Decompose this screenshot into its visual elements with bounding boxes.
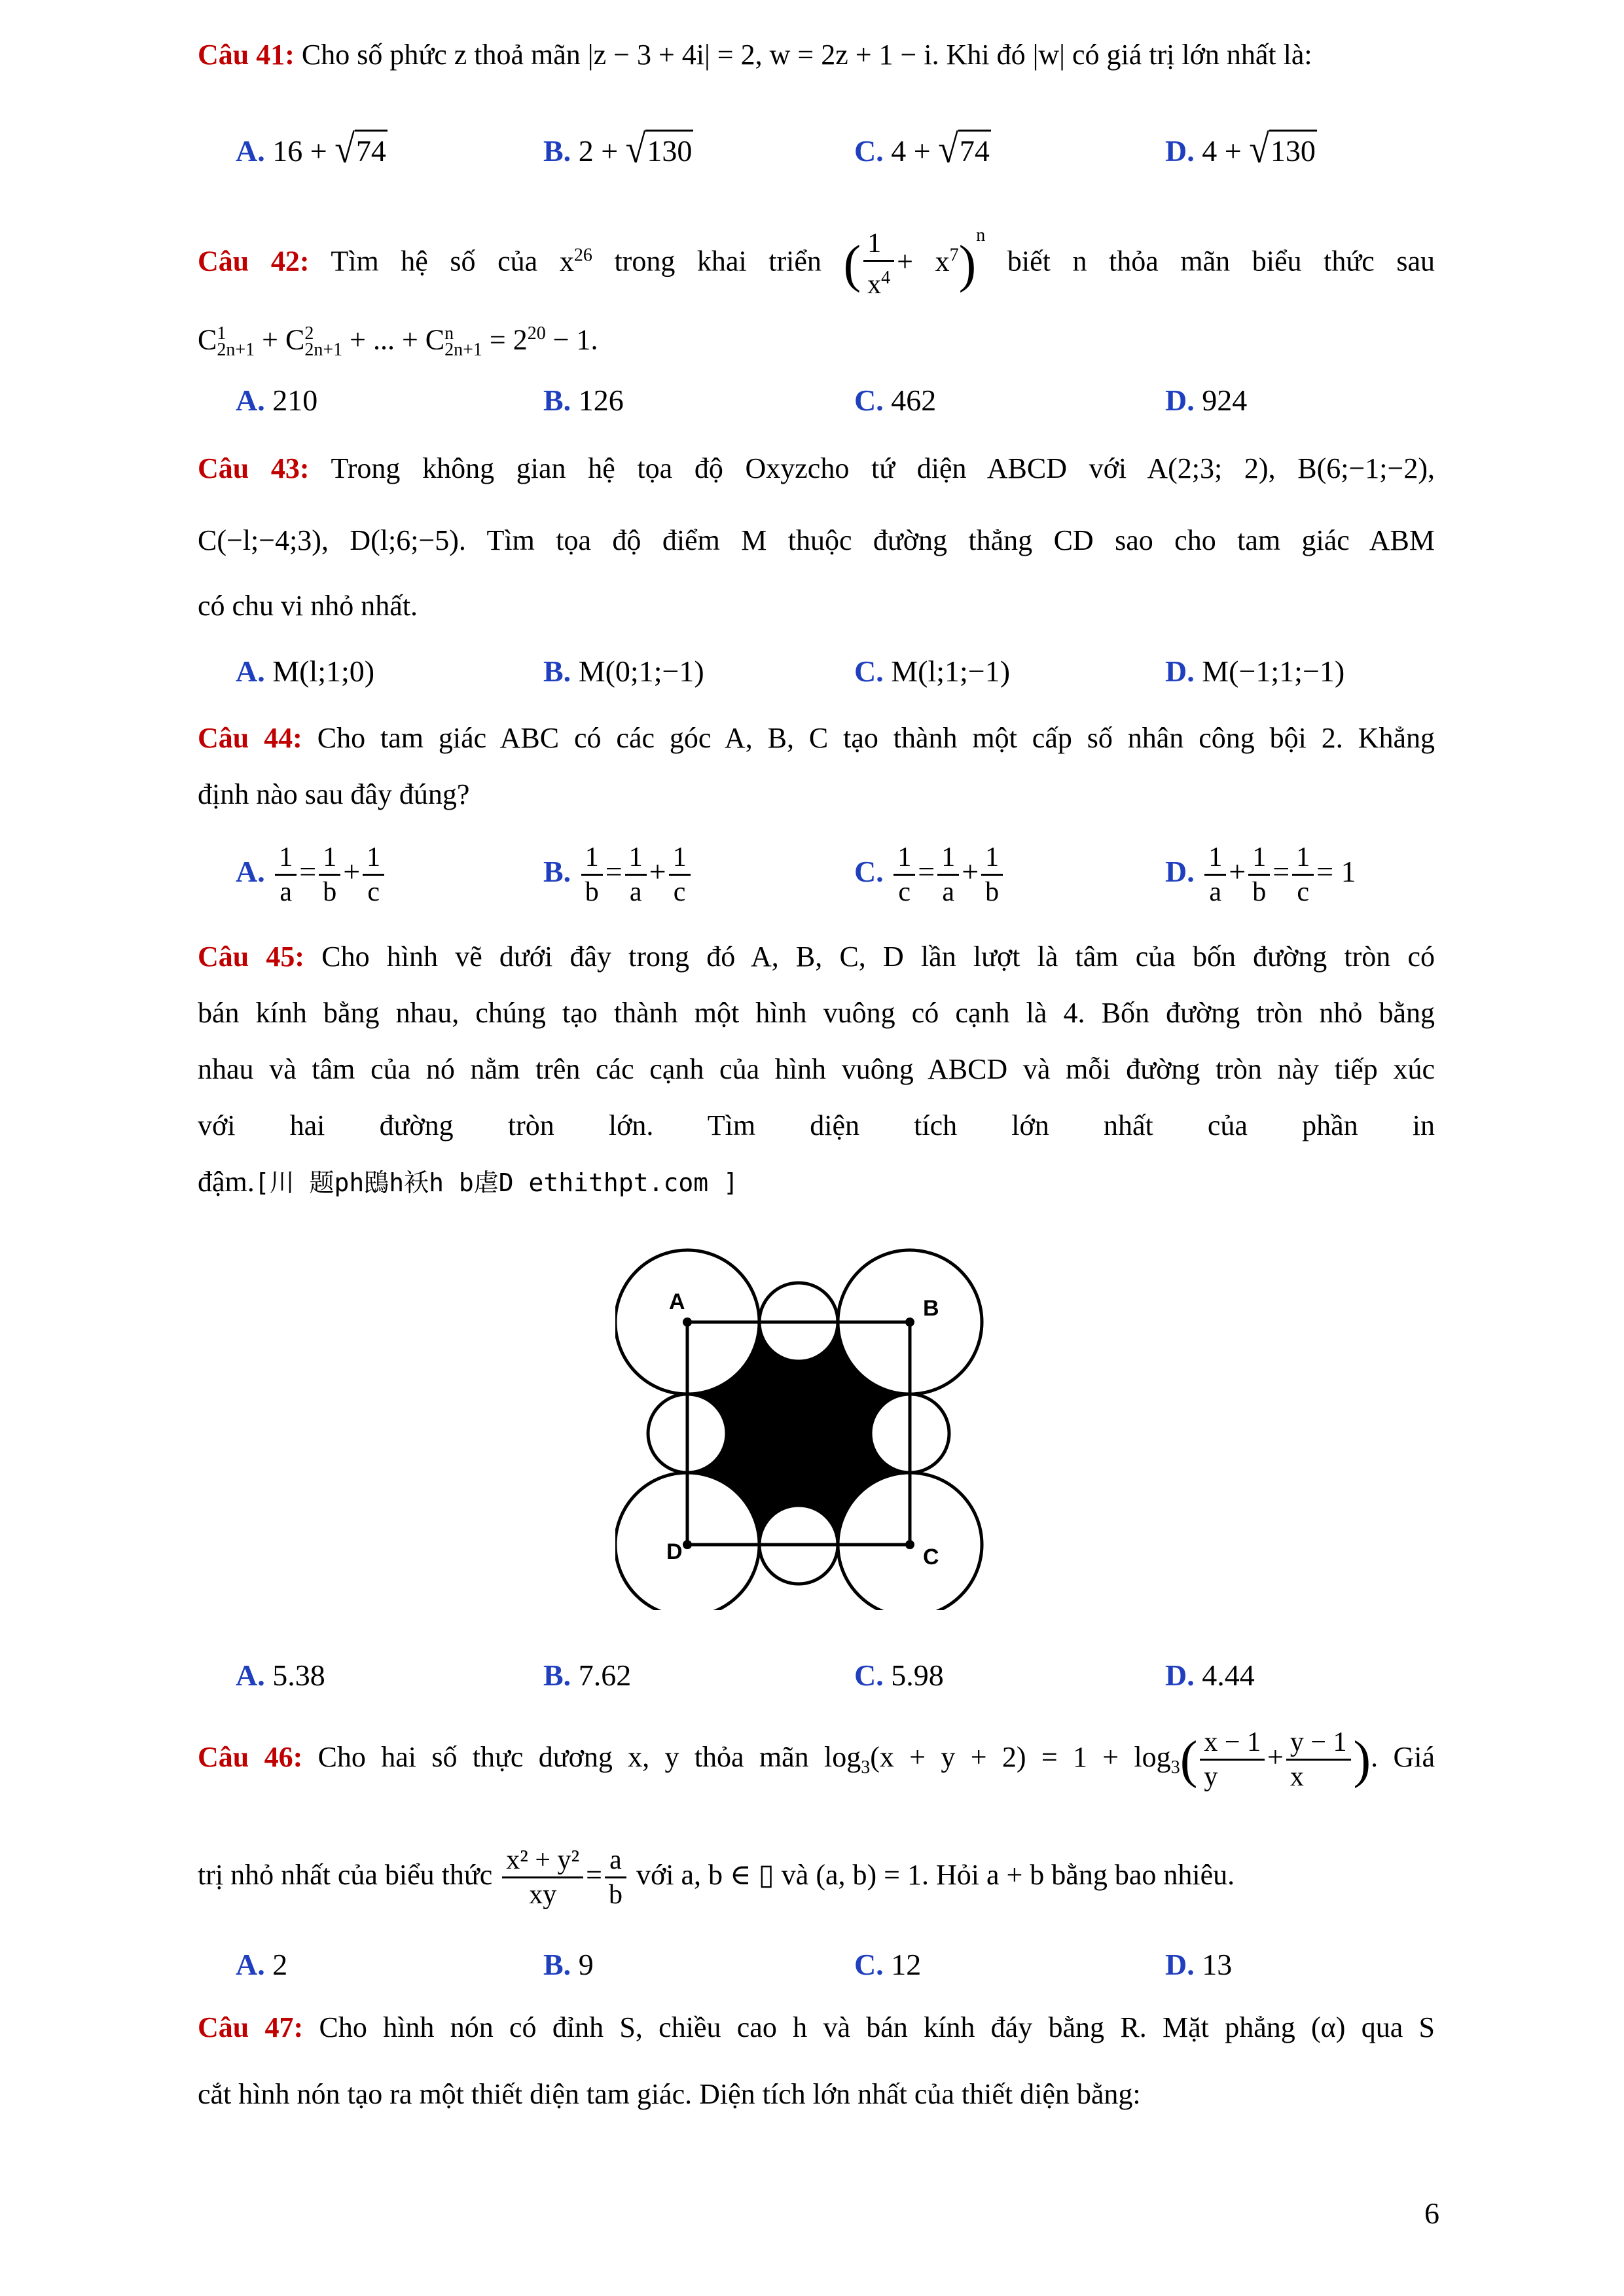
q46-line2 (198, 1833, 1435, 1918)
watermark-text: [川 题ph鴖h袄h b虐D ethithpt.com ] (254, 1168, 738, 1197)
option-label: D. (1165, 655, 1195, 688)
q41-option-b[interactable] (543, 126, 693, 172)
den: a (629, 876, 642, 907)
c2-sup: 2 (304, 323, 314, 344)
option-pre: 4 + (891, 134, 939, 168)
q44-line2: định nào sau đây đúng? (198, 778, 470, 810)
q46-text-b: . Giá (1371, 1741, 1435, 1773)
q43-option-a[interactable] (236, 652, 374, 691)
option-value: 5.98 (891, 1659, 944, 1692)
q41-option-a[interactable] (236, 126, 388, 172)
q41-option-d[interactable] (1165, 126, 1317, 172)
q45-text-end: đậm. (198, 1166, 255, 1198)
option-value: 12 (891, 1948, 922, 1981)
option-value: 7.62 (578, 1659, 632, 1692)
cn-term: + ... + C (350, 323, 445, 356)
option-value: 5.38 (272, 1659, 325, 1692)
q45-line1 (198, 937, 1435, 977)
shaded-region (687, 1322, 910, 1545)
option-label: C. (854, 134, 884, 168)
q47-text: Cho hình nón có đỉnh S, chiều cao h và bán kính đáy bằng R. Mặt phẳng (α) qua S (319, 2011, 1435, 2043)
q45-text: Cho hình vẽ dưới đây trong đó A, B, C, D lần lượt là tâm của bốn đường tròn có (321, 941, 1435, 973)
q46-text: Cho hai số thực dương x, y thỏa mãn (317, 1741, 809, 1773)
num: a (605, 1844, 626, 1878)
num: 1 (625, 841, 647, 876)
den: a (942, 876, 955, 907)
q43-option-b[interactable] (543, 652, 704, 691)
cn-sub: 2n+1 (444, 340, 482, 361)
option-label: B. (543, 855, 571, 888)
c-sup: 1 (217, 323, 226, 344)
label-d: D (666, 1539, 683, 1564)
q41-text-b: Khi đó (946, 39, 1026, 71)
log-base: 3 (861, 1757, 871, 1778)
q42-expansion: ( $\frac{1}{x^4}$ + $x^7)^n$ (843, 225, 986, 300)
q44-label: Câu 44: (198, 722, 302, 754)
option-label: D. (1165, 1659, 1195, 1692)
radicand: 130 (645, 130, 693, 171)
option-pre: 16 + (272, 134, 335, 168)
option-label: A. (236, 1948, 265, 1981)
option-label: D. (1165, 134, 1195, 168)
option-pre: 4 + (1202, 134, 1250, 168)
plus-x: + x (897, 245, 950, 278)
sqrt-icon: √ (334, 126, 355, 172)
pow-sup: 20 (527, 323, 546, 344)
option-value: 126 (578, 384, 624, 417)
den: y (1204, 1762, 1218, 1793)
q42-condition (198, 314, 1435, 370)
option-label: A. (236, 1659, 265, 1692)
q47-label: Câu 47: (198, 2011, 304, 2043)
option-value: 9 (578, 1948, 594, 1981)
q42-option-d[interactable] (1165, 381, 1247, 420)
num: 1 (1204, 841, 1226, 876)
num: x² + y² (502, 1844, 583, 1878)
q43-line1 (198, 449, 1435, 488)
q44-option-a[interactable]: A. $\frac{1}{a}$ = $\frac{1}{b}$ + $\frac{1}{c}$ (236, 833, 387, 911)
q42-option-a[interactable] (236, 381, 317, 420)
num: 1 (1248, 841, 1270, 876)
den: a (280, 876, 293, 907)
label-a: A (669, 1289, 685, 1314)
num: y − 1 (1286, 1726, 1351, 1761)
option-value: M(l;1;−1) (891, 655, 1011, 688)
c2-sub: 2n+1 (304, 340, 343, 361)
q42-text: Tìm hệ số của (331, 245, 538, 278)
option-value: 210 (272, 384, 318, 417)
den: b (985, 876, 1000, 907)
q45-option-b[interactable] (543, 1656, 631, 1695)
den: b (608, 1880, 623, 1910)
den: b (585, 876, 599, 907)
den: c (1297, 876, 1309, 907)
q43-line2: C(−l;−4;3), D(l;6;−5). Tìm tọa độ điểm M thuộc đường thẳng CD sao cho tam giác ABM (198, 524, 1435, 556)
q47-line1 (198, 2008, 1435, 2047)
num: 1 (981, 841, 1003, 876)
q44-option-d[interactable]: D. $\frac{1}{a}$ + $\frac{1}{b}$ = $\frac{1}{c}$ = 1 (1165, 842, 1356, 907)
c-sub: 2n+1 (217, 340, 255, 361)
q41-expr-w: |w| (1032, 39, 1065, 71)
option-label: A. (236, 855, 265, 888)
option-label: C. (854, 1659, 884, 1692)
eq-term: = 2 (489, 323, 528, 356)
page-number: 6 (1424, 2197, 1439, 2230)
option-value: 462 (891, 384, 937, 417)
q41-stem (198, 35, 1435, 75)
q44-option-b[interactable]: B. $\frac{1}{b}$ = $\frac{1}{a}$ + $\frac{1}{c}$ (543, 833, 693, 911)
tail: = 1 (1316, 855, 1356, 888)
x-base: x (559, 245, 574, 278)
q45-option-c[interactable] (854, 1656, 944, 1695)
option-label: A. (236, 134, 265, 168)
q46-text-d: với a, b ∈ ▯ và (a, b) = 1. Hỏi a + b bằng bao nhiêu. (636, 1859, 1235, 1891)
q41-option-c[interactable] (854, 126, 991, 172)
option-label: B. (543, 1948, 571, 1981)
q44-option-c[interactable]: C. $\frac{1}{c}$ = $\frac{1}{a}$ + $\frac{1}{b}$ (854, 833, 1005, 911)
q42-stem (198, 223, 1435, 300)
option-label: C. (854, 655, 884, 688)
q43-option-d[interactable] (1165, 652, 1344, 691)
option-label: B. (543, 1659, 571, 1692)
q45-option-d[interactable] (1165, 1656, 1255, 1695)
q42-text-c: biết n thỏa mãn biểu thức sau (1007, 245, 1435, 278)
q41-text: Cho số phức z thoả mãn (301, 39, 581, 71)
sqrt-icon: √ (625, 126, 646, 172)
sqrt-icon: √ (938, 126, 958, 172)
option-label: C. (854, 1948, 884, 1981)
option-value: M(0;1;−1) (578, 655, 704, 688)
option-label: D. (1165, 1948, 1195, 1981)
q45-line3: nhau và tâm của nó nằm trên các cạnh của hình vuông ABCD và mỗi đường tròn này tiếp xúc (198, 1053, 1435, 1085)
log-base: 3 (1170, 1757, 1180, 1778)
frac-den-exp: 4 (881, 268, 891, 289)
q44-text: Cho tam giác ABC có các góc A, B, C tạo thành một cấp số nhân công bội 2. Khẳng (317, 722, 1435, 754)
q45-label: Câu 45: (198, 941, 305, 973)
q43-line3: có chu vi nhỏ nhất. (198, 590, 418, 622)
num: 1 (669, 841, 691, 876)
label-b: B (923, 1296, 939, 1321)
den: c (673, 876, 686, 907)
option-value: 4.44 (1202, 1659, 1255, 1692)
q44-line1 (198, 719, 1435, 758)
q47-line2: cắt hình nón tạo ra một thiết diện tam giác. Diện tích lớn nhất của thiết diện bằng: (198, 2078, 1141, 2110)
c2-term: + C (262, 323, 305, 356)
c-term: C (198, 323, 217, 356)
option-value: 2 (272, 1948, 288, 1981)
radicand: 130 (1269, 130, 1317, 171)
x7-exp: 7 (949, 245, 959, 265)
q46-option-a[interactable] (236, 1945, 287, 1984)
option-label: C. (854, 855, 884, 888)
end-term: − 1. (552, 323, 598, 356)
den: c (367, 876, 380, 907)
cn-sup: n (444, 323, 454, 344)
q46-label: Câu 46: (198, 1741, 303, 1773)
den: b (1252, 876, 1267, 907)
q41-label: Câu 41: (198, 39, 295, 71)
option-value: M(−1;1;−1) (1202, 655, 1345, 688)
q45-line4: với hai đường tròn lớn. Tìm diện tích lớn nhất của phần in (198, 1109, 1435, 1141)
den: c (898, 876, 911, 907)
plus: + (1267, 1741, 1284, 1773)
q42-label: Câu 42: (198, 245, 310, 278)
num: 1 (1292, 841, 1314, 876)
q43-label: Câu 43: (198, 452, 310, 484)
option-label: A. (236, 655, 265, 688)
q42-text-b: trong khai triển (614, 245, 821, 278)
radicand: 74 (355, 130, 388, 171)
radicand: 74 (958, 130, 991, 171)
q42-option-c[interactable] (854, 381, 936, 420)
q41-text-c: có giá trị lớn nhất là: (1072, 39, 1312, 71)
frac-den: x (867, 270, 882, 300)
den: x (1290, 1762, 1304, 1793)
option-label: C. (854, 384, 884, 417)
option-label: A. (236, 384, 265, 417)
q45-option-a[interactable] (236, 1656, 325, 1695)
option-label: D. (1165, 384, 1195, 417)
log-arg: (x + y + 2) = 1 + log (870, 1741, 1171, 1773)
log: log (824, 1741, 861, 1773)
eq: = (586, 1859, 602, 1891)
den: a (1209, 876, 1222, 907)
label-c: C (923, 1545, 939, 1570)
x-exp: 26 (573, 245, 592, 265)
num: 1 (363, 841, 384, 876)
num: 1 (319, 841, 340, 876)
q45-figure (615, 1230, 1001, 1610)
option-label: D. (1165, 855, 1195, 888)
q46-line1 (198, 1715, 1435, 1800)
q42-option-b[interactable] (543, 381, 624, 420)
num: 1 (275, 841, 297, 876)
option-value: M(l;1;0) (272, 655, 375, 688)
option-label: B. (543, 655, 571, 688)
option-value: 924 (1202, 384, 1248, 417)
q43-text: Trong không gian hệ tọa độ Oxyzcho tứ diện ABCD với A(2;3; 2), B(6;−1;−2), (331, 452, 1435, 484)
q41-expr: |z − 3 + 4i| = 2, w = 2z + 1 − i. (587, 39, 939, 71)
den: xy (529, 1880, 557, 1910)
num: 1 (937, 841, 959, 876)
option-label: B. (543, 134, 571, 168)
q42-x26 (560, 245, 592, 278)
q46-option-b[interactable] (543, 1945, 594, 1984)
q45-line2: bán kính bằng nhau, chúng tạo thành một hình vuông có cạnh là 4. Bốn đường tròn nhỏ bằng (198, 997, 1435, 1029)
num: 1 (581, 841, 603, 876)
den: b (323, 876, 337, 907)
q43-option-c[interactable] (854, 652, 1010, 691)
q46-option-d[interactable] (1165, 1945, 1232, 1984)
num: 1 (893, 841, 915, 876)
power-n: n (976, 225, 986, 245)
option-pre: 2 + (578, 134, 626, 168)
q46-text-c: trị nhỏ nhất của biểu thức (198, 1859, 493, 1891)
frac-num: 1 (863, 227, 894, 262)
option-value: 13 (1202, 1948, 1233, 1981)
q46-option-c[interactable] (854, 1945, 921, 1984)
sqrt-icon: √ (1249, 126, 1269, 172)
q46-log-expr: $\log_3(x + y + 2) = 1 + \log_3$( $\frac{x - 1}{y}$ + $\frac{y - 1}{x}$ ) (824, 1727, 1371, 1793)
option-label: B. (543, 384, 571, 417)
num: x − 1 (1200, 1726, 1265, 1761)
q45-line5 (198, 1162, 1435, 1202)
